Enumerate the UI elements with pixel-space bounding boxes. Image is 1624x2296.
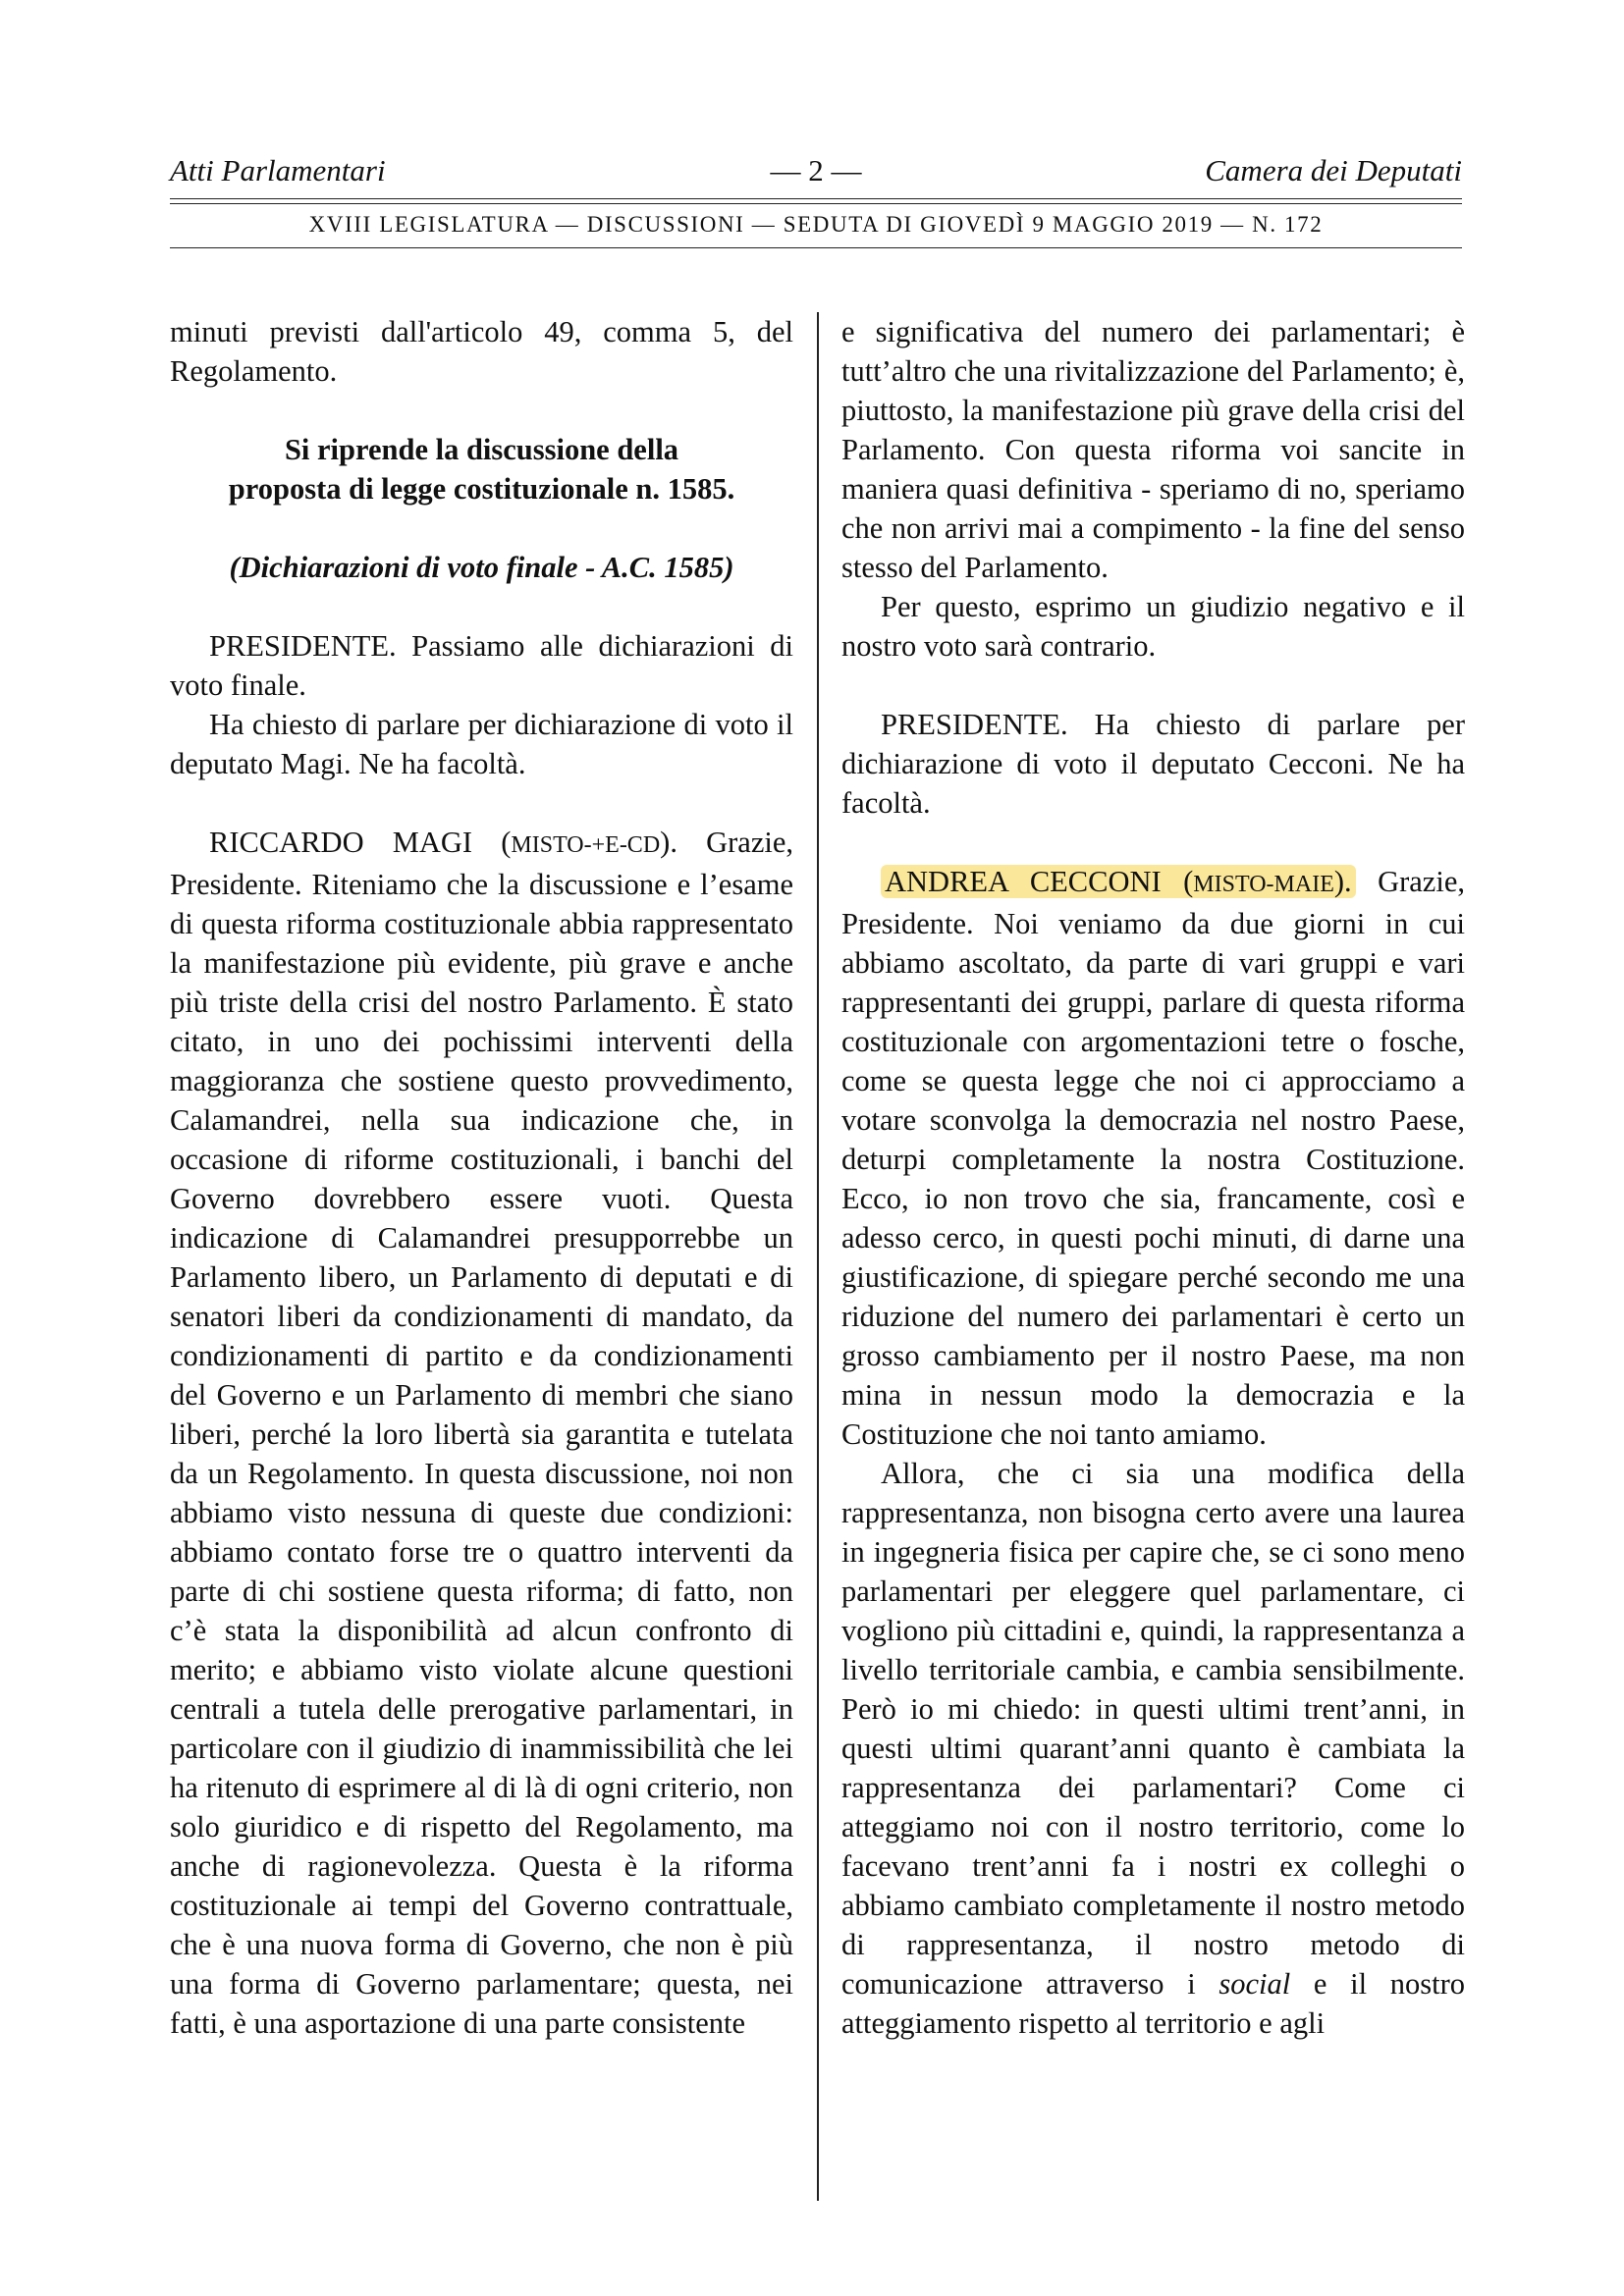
speech-text: Grazie, Presidente. Riteniamo che la discussione e l’esame di questa riforma costituzionale abbia rappresentato la manifestazione più evidente, più grave e anche più triste della crisi del nostro Parlamento. È stato citato, in uno dei pochissimi interventi della maggioranza che sostiene questo provvedimento, Calamandrei, nella sua indicazione che, in occasione di riforme costituzionali, i banchi del Governo dovrebbero essere vuoti. Questa indicazione di Calamandrei presupporrebbe un Parlamento libero, un Parlamento di deputati e di senatori liberi da condizionamenti di mandato, da condizionamenti di partito e da condizionamenti del Governo e un Parlamento di membri che siano liberi, perché la loro libertà sia garantita e tutelata da un Regolamento. In questa discussione, noi non abbiamo visto nessuna di queste due condizioni: abbiamo contato forse tre o quattro interventi da parte di chi sostiene questa riforma; di fatto, non c’è stata la disponibilità ad alcun confronto di merito; e abbiamo visto violate alcune questioni centrali a tutela delle prerogative parlamentari, in particolare con il giudizio di inammissibilità che lei ha ritenuto di esprimere al di là di ogni criterio, non solo giuridico e di rispetto del Regolamento, ma anche di ragionevolezza. Questa è la riforma costituzionale ai tempi del Governo contrattuale, che è una nuova forma di Governo, che non è più una forma di Governo parlamentare; questa, nei fatti, è una asportazione di una parte consistente — [170, 826, 793, 2040]
speaker-group: MISTO-+E-CD — [511, 832, 661, 858]
speech-text: e il nostro atteggiamento rispetto al territorio e agli — [841, 1967, 1465, 2040]
speaker-group-close: ). — [1333, 865, 1352, 898]
page-number: — 2 — — [770, 153, 862, 187]
paragraph-continuation: e significativa del numero dei parlamentari; è tutt’altro che una rivitalizzazione del Parlamento; è, piuttosto, la manifestazione più grave della crisi del Parlamento. Con questa riforma voi sancite in maniera quasi definitiva - speriamo di no, speriamo che non arrivi mai a compimento - la fine del senso stesso del Parlamento. — [841, 315, 1465, 584]
president-paragraph: Ha chiesto di parlare per dichiarazione di voto il deputato Magi. Ne ha facoltà. — [170, 708, 793, 780]
president-paragraph: PRESIDENTE. Passiamo alle dichiarazioni di voto finale. — [170, 629, 793, 702]
right-column — [841, 312, 1465, 2043]
header-rule-top — [170, 198, 1462, 199]
section-heading-line1: Si riprende la discussione della — [284, 433, 679, 466]
header-left-title: Atti Parlamentari — [170, 153, 386, 187]
italic-term: social — [1218, 1967, 1291, 2001]
speech-cecconi — [841, 862, 1465, 1454]
speech-paragraph: Per questo, esprimo un giudizio negativo e il nostro voto sarà contrario. — [841, 590, 1465, 663]
speaker-group-open: ( — [472, 826, 512, 859]
speech-magi — [170, 823, 793, 2043]
paragraph-continuation: minuti previsti dall'articolo 49, comma 5, del Regolamento. — [170, 315, 793, 388]
speaker-name: ANDREA CECCONI — [885, 865, 1162, 898]
speech-text: Grazie, Presidente. Noi veniamo da due giorni in cui abbiamo ascoltato, da parte di vari gruppi e vari rappresentanti dei gruppi, parlare di questa riforma costituzionale con argomentazioni tetre o fosche, come se questa legge che noi ci approcciamo a votare sconvolga la democrazia nel nostro Paese, deturpi completamente la nostra Costituzione. Ecco, io non trovo che sia, francamente, così e adesso cerco, in questi pochi minuti, di darne una giustificazione, di spiegare perché secondo me una riduzione del numero dei parlamentari è certo un grosso cambiamento per il nostro Paese, ma non mina in nessun modo la democrazia e la Costituzione che noi tanto amiamo. — [841, 865, 1465, 1451]
header-rule-bottom — [170, 247, 1462, 248]
section-heading — [170, 430, 793, 508]
speaker-group-close: ). — [660, 826, 677, 859]
column-divider — [817, 312, 819, 2201]
header-right-title: Camera dei Deputati — [1205, 153, 1462, 187]
president-paragraph: PRESIDENTE. Ha chiesto di parlare per dichiarazione di voto il deputato Cecconi. Ne ha facoltà. — [841, 708, 1465, 820]
speaker-group-open: ( — [1161, 865, 1194, 898]
session-subheader: XVIII LEGISLATURA — DISCUSSIONI — SEDUTA DI GIOVEDÌ 9 MAGGIO 2019 — N. 172 — [308, 212, 1324, 237]
left-column — [170, 312, 793, 2043]
speech-text: Allora, che ci sia una modifica della rappresentanza, non bisogna certo avere una laurea in ingegneria fisica per capire che, se ci sono meno parlamentari per eleggere quel parlamentare, ci vogliono più cittadini e, quindi, la rappresentanza a livello territoriale cambia, e cambia sensibilmente. Però io mi chiedo: in questi ultimi trent’anni, in questi ultimi quarant’anni quanto è cambiata la rappresentanza dei parlamentari? Come ci atteggiamo noi con il nostro territorio, come lo facevano trent’anni fa i nostri ex colleghi o abbiamo cambiato completamente il nostro metodo di rappresentanza, il nostro metodo di comunicazione attraverso i — [841, 1457, 1465, 2001]
section-heading-line2: proposta di legge costituzionale n. 1585. — [228, 472, 735, 506]
speech-paragraph — [841, 1454, 1465, 2043]
speaker-group: MISTO-MAIE — [1193, 872, 1334, 897]
header-rule-double — [170, 203, 1462, 204]
speaker-name: RICCARDO MAGI — [209, 826, 473, 859]
subsection-heading: (Dichiarazioni di voto finale - A.C. 1585) — [229, 551, 734, 584]
page-header — [170, 153, 1462, 196]
highlighted-speaker — [881, 865, 1356, 898]
